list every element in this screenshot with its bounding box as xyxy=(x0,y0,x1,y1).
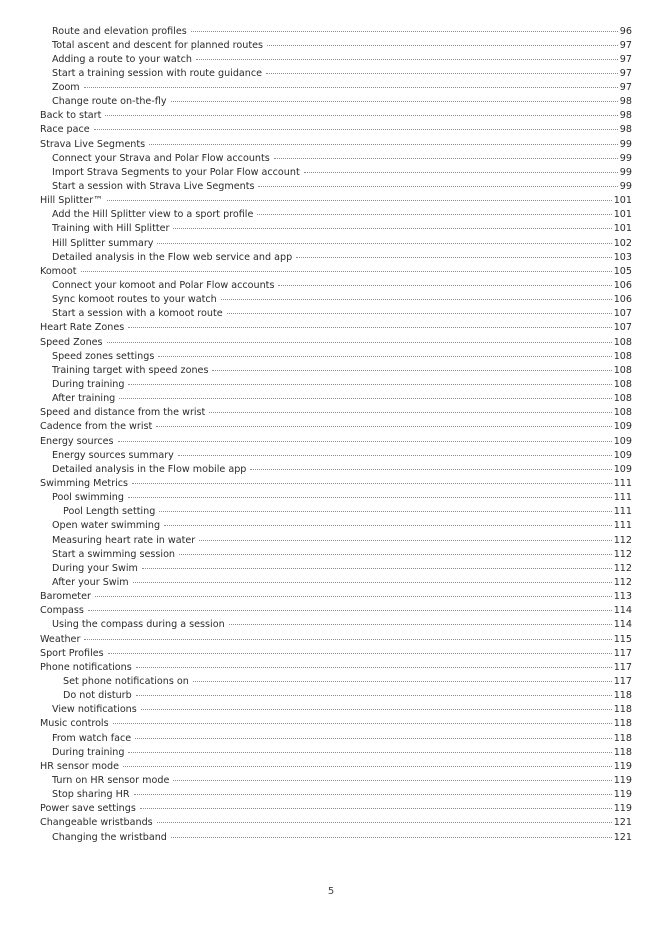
dot-leader xyxy=(178,455,612,456)
toc-entry[interactable] xyxy=(40,67,632,81)
dot-leader xyxy=(229,624,612,625)
toc-entry-title: Komoot xyxy=(40,265,77,277)
dot-leader xyxy=(128,384,611,385)
toc-entry-title: Detailed analysis in the Flow web service and app xyxy=(52,251,293,263)
toc-entry-page: 119 xyxy=(613,774,632,786)
toc-entry-title: Changeable wristbands xyxy=(40,817,153,829)
toc-entry[interactable] xyxy=(40,717,632,731)
toc-entry-title: Energy sources xyxy=(40,435,114,447)
toc-entry-title: Change route on-the-fly xyxy=(52,96,167,108)
toc-entry-title: Hill Splitter™ xyxy=(40,195,103,207)
toc-entry[interactable] xyxy=(40,590,632,604)
dot-leader xyxy=(136,695,612,696)
toc-entry[interactable] xyxy=(40,534,632,548)
toc-entry[interactable] xyxy=(40,746,632,760)
toc-entry[interactable] xyxy=(40,548,632,562)
toc-entry[interactable] xyxy=(40,222,632,236)
dot-leader xyxy=(227,313,612,314)
toc-entry-page: 101 xyxy=(613,223,632,235)
toc-entry-page: 118 xyxy=(613,704,632,716)
dot-leader xyxy=(304,172,618,173)
toc-entry-title: Add the Hill Splitter view to a sport profile xyxy=(52,209,254,221)
toc-entry-title: Connect your komoot and Polar Flow accounts xyxy=(52,280,275,292)
toc-entry[interactable] xyxy=(40,138,632,152)
dot-leader xyxy=(134,794,612,795)
toc-entry-page: 118 xyxy=(613,746,632,758)
toc-entry[interactable] xyxy=(40,562,632,576)
toc-entry-page: 121 xyxy=(613,817,632,829)
dot-leader xyxy=(173,228,611,229)
dot-leader xyxy=(128,497,612,498)
toc-entry-page: 97 xyxy=(619,39,632,51)
toc-entry-title: Speed zones settings xyxy=(52,350,155,362)
toc-entry[interactable] xyxy=(40,420,632,434)
toc-entry-title: Pool Length setting xyxy=(63,506,156,518)
toc-entry[interactable] xyxy=(40,194,632,208)
dot-leader xyxy=(179,554,612,555)
toc-entry[interactable] xyxy=(40,378,632,392)
toc-entry-page: 112 xyxy=(613,576,632,588)
dot-leader xyxy=(296,257,611,258)
toc-entry-page: 109 xyxy=(613,435,632,447)
toc-entry-title: Speed Zones xyxy=(40,336,103,348)
toc-entry-title: HR sensor mode xyxy=(40,760,119,772)
toc-entry[interactable] xyxy=(40,364,632,378)
toc-entry-page: 111 xyxy=(613,506,632,518)
toc-entry-page: 96 xyxy=(619,25,632,37)
toc-entry-title: Sync komoot routes to your watch xyxy=(52,294,217,306)
dot-leader xyxy=(81,271,612,272)
toc-entry[interactable] xyxy=(40,166,632,180)
toc-entry-page: 107 xyxy=(613,322,632,334)
toc-entry-title: Swimming Metrics xyxy=(40,478,129,489)
toc-entry-title: After training xyxy=(52,393,116,405)
toc-entry-page: 115 xyxy=(613,633,632,645)
dot-leader xyxy=(171,837,612,838)
dot-leader xyxy=(132,483,612,484)
toc-entry[interactable] xyxy=(40,449,632,463)
dot-leader xyxy=(94,129,618,130)
toc-entry[interactable] xyxy=(40,208,632,222)
toc-entry-page: 117 xyxy=(613,675,632,687)
toc-entry-title: Heart Rate Zones xyxy=(40,322,125,334)
toc-entry-page: 98 xyxy=(619,124,632,136)
toc-entry-page: 119 xyxy=(613,789,632,801)
dot-leader xyxy=(105,115,617,116)
dot-leader xyxy=(133,582,612,583)
toc-entry[interactable] xyxy=(40,39,632,53)
toc-entry[interactable] xyxy=(40,123,632,137)
toc-entry-title: Compass xyxy=(40,605,84,617)
dot-leader xyxy=(142,568,612,569)
toc-entry[interactable] xyxy=(40,251,632,265)
toc-entry[interactable] xyxy=(40,53,632,67)
toc-entry-title: Pool swimming xyxy=(52,492,124,504)
toc-entry[interactable] xyxy=(40,321,632,335)
toc-entry-page: 98 xyxy=(619,110,632,122)
toc-entry-page: 99 xyxy=(619,166,632,178)
toc-entry-title: Race pace xyxy=(40,124,90,136)
dot-leader xyxy=(267,45,618,46)
dot-leader xyxy=(209,412,611,413)
toc-entry-page: 97 xyxy=(619,82,632,94)
toc-entry-title: Phone notifications xyxy=(40,661,132,673)
toc-entry-page: 109 xyxy=(613,463,632,475)
toc-entry-title: Start a session with Strava Live Segments xyxy=(52,181,255,193)
toc-entry-page: 108 xyxy=(613,407,632,419)
toc-entry-page: 97 xyxy=(619,67,632,79)
dot-leader xyxy=(173,780,611,781)
dot-leader xyxy=(128,752,611,753)
toc-entry-page: 106 xyxy=(613,294,632,306)
toc-entry-page: 108 xyxy=(613,336,632,348)
toc-entry[interactable] xyxy=(40,81,632,95)
dot-leader xyxy=(95,596,612,597)
dot-leader xyxy=(88,610,612,611)
toc-entry-title: Changing the wristband xyxy=(52,831,167,843)
toc-entry[interactable] xyxy=(40,831,632,845)
toc-entry-page: 97 xyxy=(619,53,632,65)
toc-entry-page: 111 xyxy=(613,478,632,489)
toc-entry-title: Energy sources summary xyxy=(52,449,174,461)
toc-entry[interactable] xyxy=(40,265,632,279)
toc-entry[interactable] xyxy=(40,788,632,802)
dot-leader xyxy=(136,667,612,668)
dot-leader xyxy=(123,766,612,767)
toc-entry-title: Connect your Strava and Polar Flow accounts xyxy=(52,152,270,164)
toc-entry-title: Back to start xyxy=(40,110,102,122)
toc-entry-page: 99 xyxy=(619,181,632,193)
toc-entry[interactable] xyxy=(40,293,632,307)
toc-entry[interactable] xyxy=(40,633,632,647)
toc-entry[interactable] xyxy=(40,576,632,590)
dot-leader xyxy=(141,709,612,710)
toc-entry-page: 106 xyxy=(613,280,632,292)
toc-entry[interactable] xyxy=(40,604,632,618)
toc-entry-page: 114 xyxy=(613,605,632,617)
dot-leader xyxy=(157,243,611,244)
toc-entry-title: Using the compass during a session xyxy=(52,619,225,631)
toc-entry-page: 108 xyxy=(613,379,632,391)
toc-entry-title: During training xyxy=(52,379,125,391)
toc-entry-page: 108 xyxy=(613,350,632,362)
dot-leader xyxy=(113,723,612,724)
dot-leader xyxy=(107,200,612,201)
dot-leader xyxy=(84,87,618,88)
toc-entry-page: 103 xyxy=(613,251,632,263)
dot-leader xyxy=(258,186,617,187)
toc-entry[interactable] xyxy=(40,95,632,109)
toc-entry[interactable] xyxy=(40,732,632,746)
dot-leader xyxy=(149,144,618,145)
toc-entry[interactable] xyxy=(40,25,632,39)
toc-entry-title: Adding a route to your watch xyxy=(52,53,192,65)
toc-entry-page: 102 xyxy=(613,237,632,249)
toc-entry-page: 101 xyxy=(613,195,632,207)
toc-entry-title: Strava Live Segments xyxy=(40,138,146,150)
dot-leader xyxy=(128,327,611,328)
toc-entry[interactable] xyxy=(40,336,632,350)
toc-entry[interactable] xyxy=(40,816,632,830)
toc-entry-title: During your Swim xyxy=(52,562,138,574)
toc-entry-page: 108 xyxy=(613,393,632,405)
toc-entry[interactable] xyxy=(40,307,632,321)
toc-entry-page: 118 xyxy=(613,732,632,744)
toc-entry-page: 99 xyxy=(619,152,632,164)
toc-entry-title: Stop sharing HR xyxy=(52,789,130,801)
dot-leader xyxy=(164,525,612,526)
dot-leader xyxy=(118,441,612,442)
toc-entry-page: 111 xyxy=(613,520,632,532)
toc-entry-page: 113 xyxy=(613,591,632,603)
toc-entry-title: Zoom xyxy=(52,82,80,94)
toc-entry-title: Do not disturb xyxy=(63,690,132,702)
dot-leader xyxy=(193,681,612,682)
toc-entry[interactable] xyxy=(40,519,632,533)
toc-entry-title: Turn on HR sensor mode xyxy=(52,774,170,786)
toc-entry-page: 108 xyxy=(613,364,632,376)
toc-entry[interactable] xyxy=(40,618,632,632)
toc-entry-title: Start a swimming session xyxy=(52,548,176,560)
toc-entry[interactable] xyxy=(40,491,632,505)
toc-entry-title: Power save settings xyxy=(40,803,136,815)
toc-entry-title: From watch face xyxy=(52,732,132,744)
dot-leader xyxy=(250,469,611,470)
page-number: 5 xyxy=(327,886,335,897)
toc-entry[interactable] xyxy=(40,109,632,123)
toc-entry[interactable] xyxy=(40,152,632,166)
toc-entry-page: 121 xyxy=(613,831,632,843)
toc-entry-page: 119 xyxy=(613,760,632,772)
toc-entry-title: View notifications xyxy=(52,704,137,716)
table-of-contents xyxy=(40,25,632,845)
toc-entry[interactable] xyxy=(40,477,632,491)
dot-leader xyxy=(84,639,611,640)
toc-entry-title: Route and elevation profiles xyxy=(52,25,187,37)
dot-leader xyxy=(191,31,618,32)
toc-entry-page: 98 xyxy=(619,96,632,108)
toc-entry-title: Open water swimming xyxy=(52,520,161,532)
toc-entry-page: 112 xyxy=(613,534,632,546)
dot-leader xyxy=(158,356,611,357)
dot-leader xyxy=(119,398,611,399)
toc-entry-page: 117 xyxy=(613,647,632,659)
dot-leader xyxy=(140,808,612,809)
toc-entry-title: Start a training session with route guidance xyxy=(52,67,263,79)
toc-entry[interactable] xyxy=(40,703,632,717)
toc-entry-title: Start a session with a komoot route xyxy=(52,308,223,320)
toc-entry-title: Weather xyxy=(40,633,81,645)
toc-entry[interactable] xyxy=(40,435,632,449)
toc-entry-page: 107 xyxy=(613,308,632,320)
toc-entry-title: Measuring heart rate in water xyxy=(52,534,196,546)
dot-leader xyxy=(171,101,618,102)
toc-entry-title: After your Swim xyxy=(52,576,129,588)
toc-entry-title: Hill Splitter summary xyxy=(52,237,154,249)
toc-entry[interactable] xyxy=(40,774,632,788)
toc-entry-title: Training target with speed zones xyxy=(52,364,209,376)
toc-entry-title: Set phone notifications on xyxy=(63,675,189,687)
toc-entry-page: 119 xyxy=(613,803,632,815)
dot-leader xyxy=(159,511,611,512)
dot-leader xyxy=(156,426,611,427)
toc-entry-title: During training xyxy=(52,746,125,758)
toc-entry[interactable] xyxy=(40,689,632,703)
dot-leader xyxy=(107,342,612,343)
toc-entry-page: 114 xyxy=(613,619,632,631)
toc-entry[interactable] xyxy=(40,661,632,675)
toc-entry[interactable] xyxy=(40,279,632,293)
toc-entry[interactable] xyxy=(40,647,632,661)
dot-leader xyxy=(266,73,618,74)
toc-entry-page: 118 xyxy=(613,690,632,702)
toc-entry-page: 99 xyxy=(619,138,632,150)
toc-entry-title: Sport Profiles xyxy=(40,647,104,659)
toc-entry-page: 118 xyxy=(613,718,632,730)
toc-entry-title: Total ascent and descent for planned routes xyxy=(52,39,263,51)
toc-entry-page: 109 xyxy=(613,421,632,433)
toc-entry[interactable] xyxy=(40,802,632,816)
toc-entry-title: Detailed analysis in the Flow mobile app xyxy=(52,463,247,475)
dot-leader xyxy=(274,158,618,159)
toc-entry[interactable] xyxy=(40,392,632,406)
dot-leader xyxy=(157,822,612,823)
toc-entry[interactable] xyxy=(40,350,632,364)
toc-entry-title: Speed and distance from the wrist xyxy=(40,407,206,419)
toc-entry[interactable] xyxy=(40,237,632,251)
toc-entry-title: Import Strava Segments to your Polar Flow account xyxy=(52,166,300,178)
toc-entry-title: Training with Hill Splitter xyxy=(52,223,170,235)
dot-leader xyxy=(257,214,611,215)
toc-entry[interactable] xyxy=(40,180,632,194)
toc-entry-title: Music controls xyxy=(40,718,109,730)
toc-entry[interactable] xyxy=(40,406,632,420)
toc-entry-page: 109 xyxy=(613,449,632,461)
toc-entry[interactable] xyxy=(40,463,632,477)
toc-entry-page: 105 xyxy=(613,265,632,277)
dot-leader xyxy=(108,653,612,654)
dot-leader xyxy=(199,540,611,541)
toc-entry-title: Barometer xyxy=(40,591,91,603)
toc-entry-title: Cadence from the wrist xyxy=(40,421,153,433)
toc-entry-page: 101 xyxy=(613,209,632,221)
dot-leader xyxy=(221,299,612,300)
toc-entry-page: 111 xyxy=(613,492,632,504)
toc-entry[interactable] xyxy=(40,675,632,689)
toc-entry[interactable] xyxy=(40,505,632,519)
dot-leader xyxy=(135,738,612,739)
dot-leader xyxy=(196,59,618,60)
dot-leader xyxy=(212,370,611,371)
dot-leader xyxy=(278,285,611,286)
toc-entry[interactable] xyxy=(40,760,632,774)
toc-entry-page: 112 xyxy=(613,548,632,560)
toc-entry-page: 112 xyxy=(613,562,632,574)
toc-entry-page: 117 xyxy=(613,661,632,673)
